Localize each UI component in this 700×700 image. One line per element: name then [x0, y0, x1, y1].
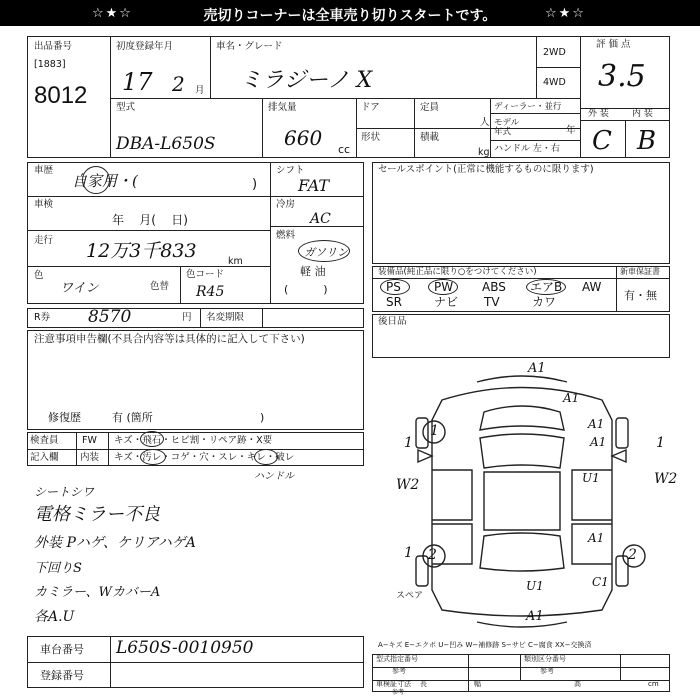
fuel-diesel: 軽 油	[300, 265, 326, 278]
history-value: 自家用・(	[72, 172, 138, 190]
int-label: 内 装	[632, 109, 653, 119]
repair-value: 有 (箇所	[112, 411, 153, 424]
dmg-w2-left: W2	[396, 477, 420, 493]
equip-airbag-circle	[526, 279, 566, 295]
mileage-label: 走行	[34, 235, 54, 246]
model-value: ミラジーノ X	[240, 68, 373, 93]
banner	[0, 0, 700, 26]
mileage-value: 12万3千833	[86, 240, 197, 262]
car-diagram	[372, 360, 670, 630]
dmg-c1: C1	[592, 575, 609, 589]
reg-year: 17	[122, 68, 153, 96]
fuel-paren: ( )	[284, 283, 328, 296]
rear-bumper	[477, 622, 567, 627]
disp-value: 660	[284, 126, 323, 150]
circle-stain	[140, 449, 166, 465]
sales-point-label: セールスポイント(正常に機能するものに限ります)	[378, 164, 594, 175]
note-1: シートシワ	[34, 485, 95, 499]
class-sub: 参考	[540, 667, 554, 675]
shape-label: 形状	[361, 132, 381, 143]
banner-stars-left: ☆★☆	[92, 6, 133, 21]
equip-leather: カワ	[532, 295, 557, 309]
type-no-sub: 参考	[392, 667, 406, 675]
inspection-value: 年 月( 日)	[112, 213, 188, 227]
equipment-grid	[378, 280, 614, 310]
capacity-unit: 人	[480, 117, 490, 128]
lot-number: 8012	[34, 82, 88, 109]
type-no-label: 型式指定番号	[376, 655, 418, 663]
model-year-unit: 年	[566, 125, 576, 136]
dmg-a1-right-rear: A1	[588, 531, 605, 545]
wheel-left-rear	[416, 556, 428, 586]
mirror-right	[612, 450, 626, 462]
size-width: 幅	[474, 680, 481, 688]
note-3: 外装 Pハゲ、ケリアハゲA	[34, 535, 196, 551]
type-value: DBA-L650S	[116, 134, 216, 154]
dmg-a1-right-fender: A1	[588, 417, 605, 431]
model-year-label: モデル年式	[494, 118, 520, 137]
type-label: 型式	[116, 102, 136, 113]
recycle-unit: 円	[182, 312, 192, 323]
color-value: ワイン	[60, 281, 99, 296]
score-label: 評 価 点	[596, 39, 631, 50]
banner-stars-right: ☆★☆	[545, 6, 586, 21]
color-label: 色	[34, 270, 44, 281]
note-2: 電格ミラー不良	[34, 504, 160, 525]
entry-label: 記入欄	[30, 452, 59, 463]
drive-4wd: 4WD	[543, 77, 566, 88]
ext-value: C	[592, 126, 612, 156]
reg-month: 2	[172, 72, 185, 96]
recycle-label: R券	[34, 312, 51, 323]
dmg-w2-right: W2	[654, 471, 678, 487]
inspection-label: 車検	[34, 199, 54, 210]
equip-abs: ABS	[482, 280, 506, 294]
model-label: 車名・グレード	[216, 41, 283, 52]
size-length: 長	[420, 680, 427, 688]
later-label: 後日品	[378, 316, 407, 327]
fuel-label: 燃料	[276, 230, 296, 241]
equip-pw: PW	[434, 280, 454, 294]
color-code-label: 色コード	[186, 269, 225, 280]
dmg-1-left-quarter: 1	[404, 545, 413, 561]
chassis-label: 車台番号	[40, 643, 84, 656]
dmg-a1-hood: A1	[563, 391, 580, 405]
int-value: B	[637, 126, 657, 156]
note-4: 下回りS	[34, 561, 82, 576]
dmg-u1-right-door: U1	[582, 471, 600, 485]
shift-label: シフト	[276, 165, 305, 176]
wheel-left-front	[416, 418, 428, 448]
load-label: 積載	[420, 132, 440, 143]
later-box	[372, 314, 670, 358]
mirror-left	[418, 450, 432, 462]
shift-value: FAT	[298, 176, 330, 195]
warranty-value: 有・無	[624, 289, 657, 302]
name-change-label: 名変期限	[206, 312, 245, 323]
dmg-1-left-front: 1	[404, 435, 413, 451]
equip-pw-circle	[428, 279, 458, 295]
size-height: 高	[574, 680, 581, 688]
reg-label: 初度登録年月	[116, 41, 174, 52]
front-bumper	[477, 376, 567, 382]
check-interior: 内装	[80, 452, 100, 463]
repaint-label: 色替	[150, 281, 170, 292]
fuel-gas: ガソリン	[304, 246, 348, 259]
roof	[484, 472, 560, 530]
wheel-right-rear	[616, 556, 628, 586]
history-label: 車歴	[34, 165, 54, 176]
history-close: )	[252, 177, 258, 192]
ext-label: 外 装	[588, 109, 609, 119]
wheel-right-front	[616, 418, 628, 448]
handle-note: ハンドル	[254, 471, 294, 482]
check-row1: キズ・飛石・ヒビ割・リペア跡・X要	[114, 435, 273, 446]
equip-airbag: エアB	[530, 280, 563, 294]
reg-no-label: 登録番号	[40, 669, 84, 682]
handle-label: ハンドル 左・右	[494, 144, 560, 154]
load-unit: kg	[478, 147, 490, 158]
dmg-2-right-rear: 2	[628, 547, 637, 563]
check-row2: キズ・汚レ・コゲ・穴・スレ・キレ・破レ	[114, 452, 295, 463]
recycle-value: 8570	[88, 307, 132, 327]
windshield	[480, 434, 564, 468]
capacity-label: 定員	[420, 102, 440, 113]
dmg-a1-front: A1	[528, 361, 546, 376]
dmg-a1-right-front: A1	[590, 435, 607, 449]
class-label: 類別区分番号	[524, 655, 566, 663]
warranty-label: 新車保証書	[620, 267, 660, 276]
repair-close: )	[260, 411, 265, 424]
history-circle	[82, 166, 110, 194]
drive-2wd: 2WD	[543, 47, 566, 58]
equip-aw: AW	[582, 280, 602, 294]
lot-label: 出品番号	[34, 41, 73, 52]
sales-point-box	[372, 162, 670, 264]
repair-label: 修復歴	[48, 411, 81, 424]
equip-navi: ナビ	[434, 295, 459, 309]
dmg-2-left-rear: 2	[428, 547, 437, 563]
equip-ps-circle	[380, 279, 410, 295]
door-left-rear	[432, 524, 472, 564]
ac-value: AC	[310, 211, 331, 227]
recycle-row	[27, 308, 364, 328]
circle-scuff	[254, 449, 278, 465]
banner-title: 売切りコーナーは全車売り切りスタートです。	[203, 8, 497, 24]
door-label: ドア	[361, 102, 380, 113]
color-code-value: R45	[196, 284, 225, 300]
score-value: 3.5	[598, 59, 646, 94]
dmg-1-left-mirror: 1	[430, 423, 439, 439]
equipment-label: 装備品(純正品に限り○をつけてください)	[378, 267, 537, 277]
length-label: 車検証寸法	[376, 680, 411, 688]
dmg-1-right-quarter: 1	[656, 435, 665, 451]
equip-sr: SR	[386, 295, 402, 309]
car-body-outline	[432, 388, 612, 617]
note-5: カミラー、WカバーA	[34, 585, 161, 600]
inspector-label: 検査員	[30, 435, 59, 446]
dealer-label: ディーラー・並行	[494, 102, 562, 112]
diagram-legend: A−キズ E−エクボ U−凹み W−補修跡 S−サビ C−腐食 XX−交換済	[378, 641, 592, 649]
mileage-unit: km	[228, 256, 243, 267]
door-left-front	[432, 470, 472, 520]
rear-window	[480, 533, 564, 571]
hood	[480, 406, 564, 430]
length-sub: 参考	[392, 689, 405, 696]
dmg-a1-rear-bumper: A1	[526, 609, 544, 624]
note-6: 各A.U	[34, 609, 75, 625]
chassis-value: L650S-0010950	[116, 638, 254, 658]
equip-ps: PS	[386, 280, 401, 294]
disp-unit: cc	[338, 143, 351, 156]
spare-label: スペア	[396, 591, 424, 601]
ac-label: 冷房	[276, 199, 296, 210]
size-unit: cm	[648, 680, 659, 688]
circle-stone	[140, 431, 164, 447]
check-fw: FW	[82, 435, 97, 446]
disp-label: 排気量	[268, 102, 297, 113]
reg-month-unit: 月	[195, 85, 205, 96]
dmg-u1-rear: U1	[526, 579, 544, 593]
lot-sub: [1883]	[34, 59, 66, 70]
notes-label: 注意事項申告欄(不具合内容等は具体的に記入して下さい)	[34, 333, 305, 345]
fuel-circle	[298, 240, 350, 262]
equip-tv: TV	[484, 295, 500, 309]
